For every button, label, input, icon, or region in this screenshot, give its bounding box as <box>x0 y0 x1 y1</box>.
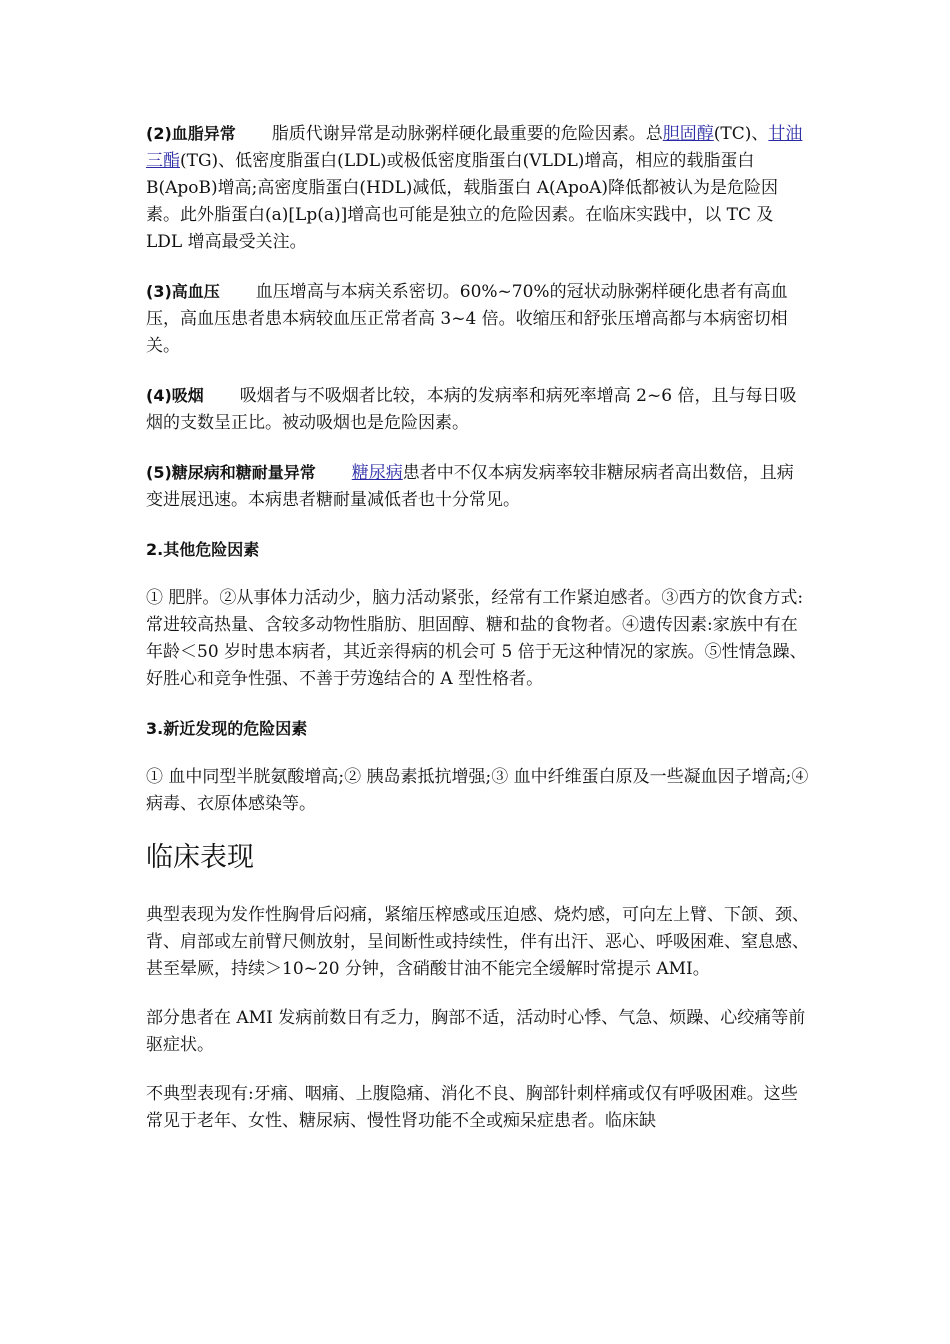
clinical-heading: 临床表现 <box>146 842 254 873</box>
paragraph-smoking <box>146 382 810 437</box>
paragraph-other-risk: ① 肥胖。②从事体力活动少，脑力活动紧张，经常有工作紧迫感者。③西方的饮食方式:常进较高热量、含较多动物性脂肪、胆固醇、糖和盐的食物者。④遗传因素:家族中有在年龄＜50 岁时患本病者，其近亲得病的机会可 5 倍于无这种情况的家族。⑤性情急躁、好胜心和竞争性强、不善于劳逸结合的 A 型性格者。 <box>146 588 807 689</box>
lipid-label: (2)血脂异常 <box>146 124 236 143</box>
document-body <box>146 120 810 1157</box>
link-triglyceride[interactable]: 甘油三酯 <box>146 124 803 171</box>
link-diabetes[interactable]: 糖尿病 <box>351 463 403 483</box>
lipid-text-1: 脂质代谢异常是动脉粥样硬化最重要的危险因素。总 <box>271 124 663 144</box>
smoking-text: 吸烟者与不吸烟者比较，本病的发病率和病死率增高 2~6 倍，且与每日吸烟的支数呈正比。被动吸烟也是危险因素。 <box>146 386 797 433</box>
paragraph-clinical-3: 不典型表现有:牙痛、咽痛、上腹隐痛、消化不良、胸部针刺样痛或仅有呼吸困难。这些常见于老年、女性、糖尿病、慢性肾功能不全或痴呆症患者。临床缺 <box>146 1084 798 1131</box>
paragraph-lipid <box>146 120 810 256</box>
new-risk-heading: 3.新近发现的危险因素 <box>146 719 308 738</box>
lipid-text-2: (TC)、 <box>713 124 769 144</box>
link-cholesterol[interactable]: 胆固醇 <box>662 124 714 144</box>
diabetes-label: (5)糖尿病和糖耐量异常 <box>146 463 316 482</box>
hypertension-label: (3)高血压 <box>146 282 220 301</box>
paragraph-clinical-2: 部分患者在 AMI 发病前数日有乏力，胸部不适，活动时心悸、气急、烦躁、心绞痛等前驱症状。 <box>146 1008 806 1055</box>
diabetes-text: 患者中不仅本病发病率较非糖尿病者高出数倍，且病变进展迅速。本病患者糖耐量减低者也十分常见。 <box>146 463 794 510</box>
other-risk-heading: 2.其他危险因素 <box>146 540 260 559</box>
paragraph-clinical-1: 典型表现为发作性胸骨后闷痛，紧缩压榨感或压迫感、烧灼感，可向左上臂、下颌、颈、背、肩部或左前臂尺侧放射，呈间断性或持续性，伴有出汗、恶心、呼吸困难、窒息感、甚至晕厥，持续＞10~20 分钟，含硝酸甘油不能完全缓解时常提示 AMI。 <box>146 905 809 979</box>
paragraph-new-risk: ① 血中同型半胱氨酸增高;② 胰岛素抵抗增强;③ 血中纤维蛋白原及一些凝血因子增高;④ 病毒、衣原体感染等。 <box>146 767 809 814</box>
paragraph-diabetes <box>146 459 810 514</box>
hypertension-text: 血压增高与本病关系密切。60%~70%的冠状动脉粥样硬化患者有高血压，高血压患者患本病较血压正常者高 3~4 倍。收缩压和舒张压增高都与本病密切相关。 <box>146 282 788 356</box>
paragraph-hypertension <box>146 278 810 360</box>
lipid-text-3: (TG)、低密度脂蛋白(LDL)或极低密度脂蛋白(VLDL)增高，相应的载脂蛋白 B(ApoB)增高;高密度脂蛋白(HDL)减低，载脂蛋白 A(ApoA)降低都被认为是危险因素。此外脂蛋白(a)[Lp(a)]增高也可能是独立的危险因素。在临床实践中，以 TC 及 LDL 增高最受关注。 <box>146 151 778 252</box>
smoking-label: (4)吸烟 <box>146 386 204 405</box>
